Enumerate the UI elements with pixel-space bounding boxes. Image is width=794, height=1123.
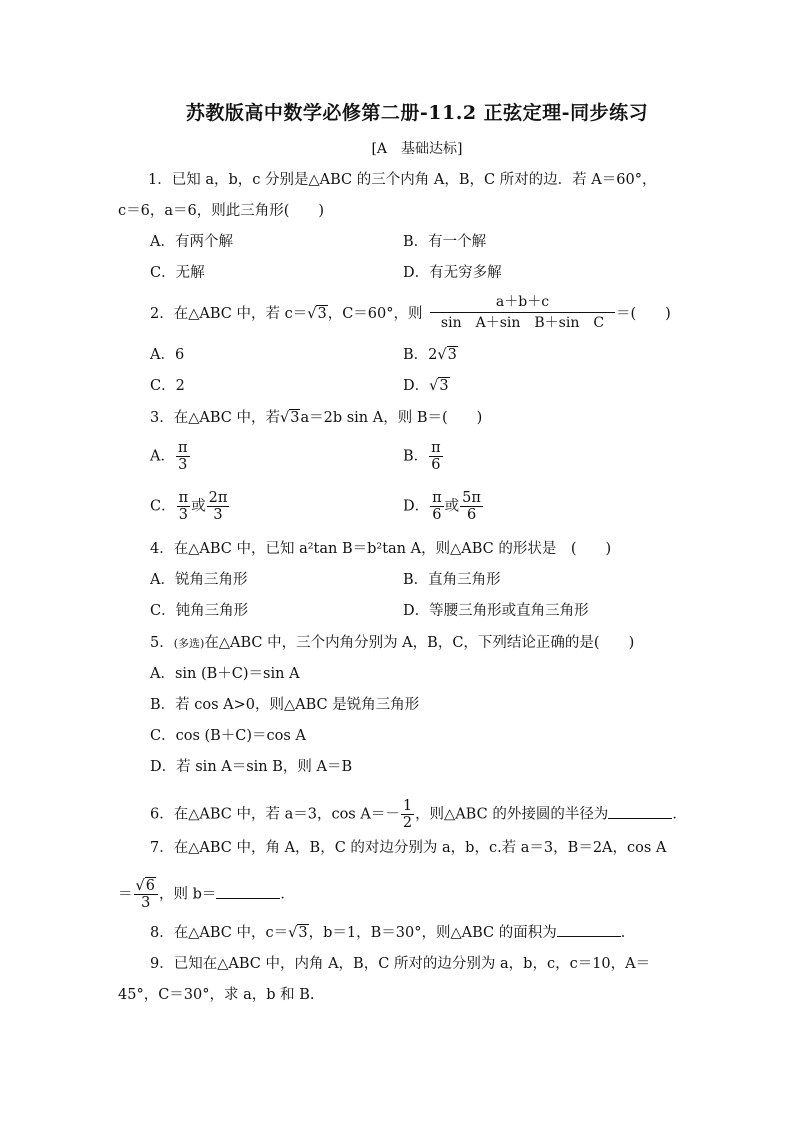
q5-multi-select-tag: (多选): [173, 637, 205, 650]
q4-option-c: C．钝角三角形: [150, 603, 249, 619]
q1-option-d: D．有无穷多解: [403, 265, 502, 281]
q5-stem: 5．(多选)在△ABC 中，三个内角分别为 A，B，C，下列结论正确的是( ): [150, 635, 635, 651]
q3-option-c: C． $\frac{\pi}{3}$ 或 $\frac{2\pi}{3}$: [150, 490, 228, 523]
q1-option-b: B．有一个解: [403, 234, 487, 250]
q1-stem-line1: 1．已知 a，b，c 分别是△ABC 的三个内角 A，B，C 所对的边．若 A＝60°，: [148, 172, 657, 188]
q5-option-b: B．若 cos A>0，则△ABC 是锐角三角形: [150, 697, 420, 713]
q2-option-a: A．6: [150, 347, 185, 363]
q4-option-d: D．等腰三角形或直角三角形: [403, 603, 589, 619]
q2-stem: [150, 304, 423, 324]
q2-option-d-sqrt: √3: [429, 378, 449, 394]
q6-answer-blank[interactable]: [608, 804, 672, 819]
q9-stem-line1: 9．已知在△ABC 中，内角 A，B，C 所对的边分别为 a，b，c，c＝10，A＝: [150, 956, 651, 972]
q7-answer-blank[interactable]: [216, 884, 280, 899]
q2-option-b-sqrt: √3: [437, 347, 457, 363]
q2-option-b: B．2√3: [403, 347, 457, 363]
q2-stem-mid: ，C＝60°，则: [327, 306, 423, 322]
q2-fraction: [430, 293, 615, 333]
q4-option-b: B．直角三角形: [403, 572, 501, 588]
q2-stem-left: 2．在△ABC 中，若 c＝: [150, 306, 308, 322]
section-heading: [A 基础达标]: [371, 141, 463, 157]
q7-fraction: $\frac{√6}{3}$: [134, 878, 158, 911]
q5-option-c: C．cos (B＋C)＝cos A: [150, 728, 306, 744]
q2-fraction-denominator: sin A＋sin B＋sin C: [440, 315, 605, 331]
q7-stem-line1: 7．在△ABC 中，角 A，B，C 的对边分别为 a，b，c.若 a＝3，B＝2A，cos A: [150, 840, 667, 856]
q3-option-b-fraction: $\frac{\pi}{6}$: [431, 440, 441, 473]
q2-sqrt: √3: [307, 306, 327, 322]
q6-fraction: $\frac{1}{2}$: [402, 798, 413, 831]
q1-stem-line2: c＝6，a＝6，则此三角形( ): [118, 203, 325, 219]
q5-option-a: A．sin (B＋C)＝sin A: [150, 666, 300, 682]
q1-option-a: A．有两个解: [150, 234, 233, 250]
q3-option-a-fraction: $\frac{\pi}{3}$: [177, 440, 188, 473]
q2-option-c: C．2: [150, 378, 185, 394]
q2-option-d: D．√3: [403, 378, 449, 394]
q1-option-c: C．无解: [150, 265, 205, 281]
q3-sqrt: √3: [279, 410, 300, 426]
q8-answer-blank[interactable]: [557, 922, 621, 937]
q3-option-d: D． $\frac{\pi}{6}$ 或 $\frac{5\pi}{6}$: [403, 490, 481, 523]
q5-option-d: D．若 sin A＝sin B，则 A＝B: [150, 759, 353, 775]
q3-stem: 3．在△ABC 中，若√3a＝2b sin A，则 B＝( ): [150, 410, 483, 426]
page-title: 苏教版高中数学必修第二册-11.2 正弦定理-同步练习: [185, 102, 649, 124]
q3-option-b: B． $\frac{\pi}{6}$: [403, 440, 441, 473]
q7-stem-line2: ＝ $\frac{√6}{3}$ ，则 b＝ ．: [118, 878, 295, 911]
q2-stem-right: ＝( ): [616, 306, 671, 322]
q9-stem-line2: 45°，C＝30°，求 a，b 和 B.: [118, 987, 315, 1003]
q4-option-a: A．锐角三角形: [150, 572, 248, 588]
q4-stem: 4．在△ABC 中，已知 a²tan B＝b²tan A，则△ABC 的形状是 ( ): [150, 541, 612, 557]
q8-sqrt: √3: [288, 925, 308, 941]
q8-stem: 8．在△ABC 中，c＝√3，b＝1，B＝30°，则△ABC 的面积为 ．: [150, 922, 635, 943]
q6-stem: 6．在△ABC 中，若 a＝3，cos A＝－ $\frac{1}{2}$ ，则△ABC 的外接圆的半径为 ．: [150, 798, 687, 831]
q2-fraction-numerator: a＋b＋c: [430, 293, 615, 313]
q3-option-a: A． $\frac{\pi}{3}$: [150, 440, 188, 473]
